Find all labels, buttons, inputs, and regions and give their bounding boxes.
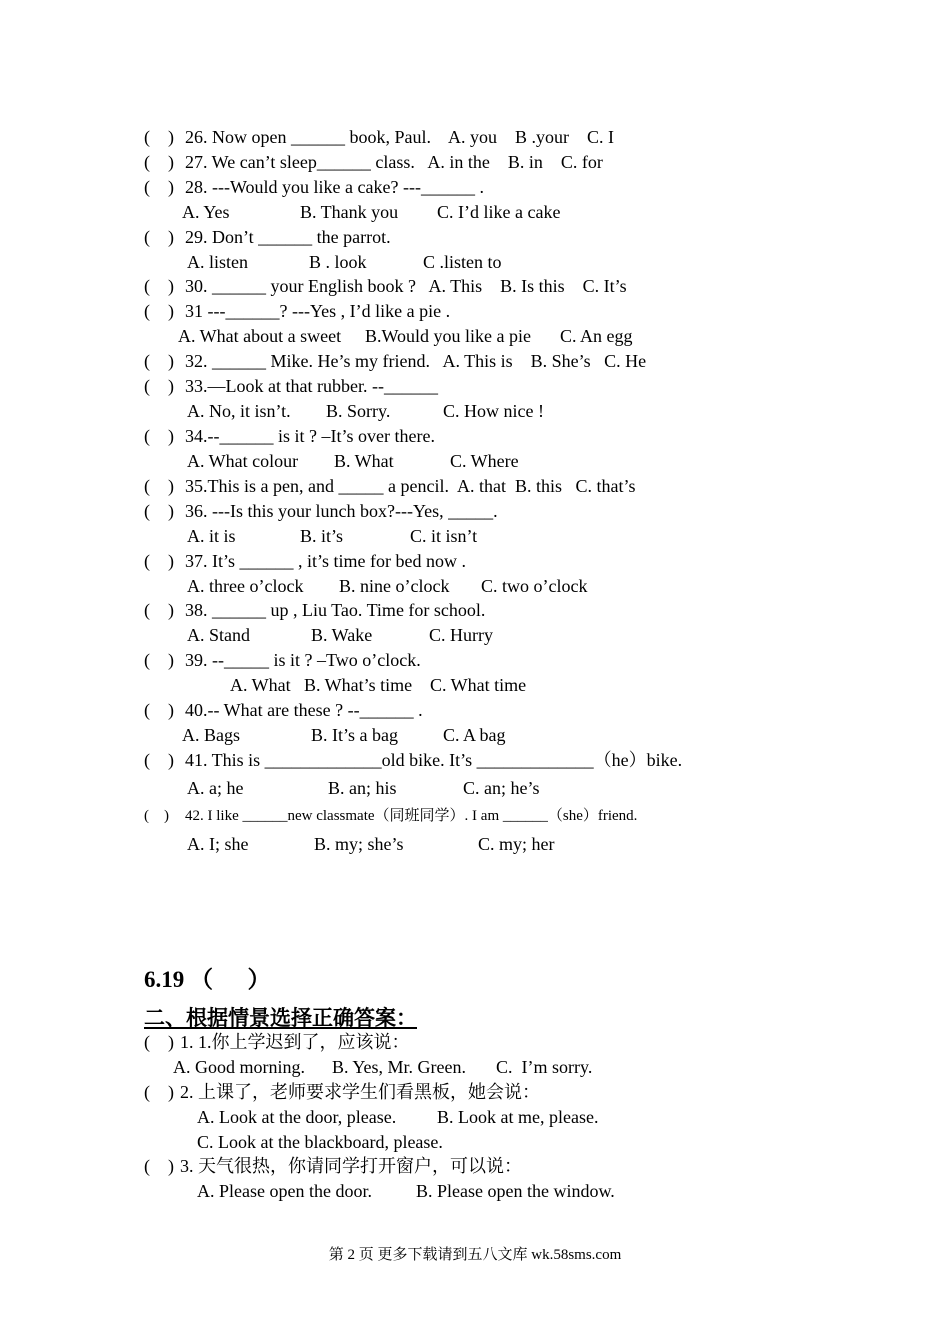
- answer-paren[interactable]: ( ): [144, 650, 174, 670]
- option-c: C .listen to: [423, 252, 502, 272]
- option-c: C. an; he’s: [463, 778, 540, 798]
- answer-paren[interactable]: ( ): [144, 808, 169, 824]
- question-text: 40.-- What are these ? --______ .: [185, 700, 423, 720]
- option-a: A. listen: [187, 252, 248, 272]
- option-b: B. Yes, Mr. Green.: [332, 1057, 467, 1077]
- question-text: 36. ---Is this your lunch box?---Yes, _____.: [185, 501, 498, 521]
- answer-paren[interactable]: ( ): [144, 1032, 174, 1052]
- option-b: B. Please open the window.: [416, 1181, 615, 1201]
- question-text: 35.This is a pen, and _____ a pencil. A. that B. this C. that’s: [185, 476, 636, 496]
- option-a: A. Look at the door, please.: [197, 1107, 397, 1127]
- answer-paren[interactable]: ( ): [144, 750, 174, 770]
- option-c: C. Look at the blackboard, please.: [197, 1132, 443, 1152]
- option-a: A. Yes: [182, 202, 230, 222]
- question-text: 28. ---Would you like a cake? ---______ .: [185, 177, 484, 197]
- option-a: A. What about a sweet: [178, 326, 342, 346]
- option-a: A. three o’clock: [187, 576, 304, 596]
- option-a: A. Bags: [182, 725, 240, 745]
- option-b: B. What: [334, 451, 394, 471]
- option-c: C. How nice !: [443, 401, 544, 421]
- answer-paren[interactable]: ( ): [144, 127, 174, 147]
- answer-paren[interactable]: ( ): [144, 501, 174, 521]
- answer-paren[interactable]: ( ): [144, 152, 174, 172]
- question-text: 2. 上课了，老师要求学生们看黑板，她会说：: [180, 1082, 540, 1102]
- option-b: B. an; his: [328, 778, 397, 798]
- question-text: 39. --_____ is it ? –Two o’clock.: [185, 650, 421, 670]
- option-a: A. Good morning.: [173, 1057, 305, 1077]
- answer-paren[interactable]: ( ): [144, 227, 174, 247]
- answer-paren[interactable]: ( ): [144, 376, 174, 396]
- option-c: C. it isn’t: [410, 526, 478, 546]
- question-text: 34.--______ is it ? –It’s over there.: [185, 426, 435, 446]
- option-c: C. I’m sorry.: [496, 1057, 593, 1077]
- question-text: 31 ---______? ---Yes , I’d like a pie .: [185, 301, 451, 321]
- option-c: C. I’d like a cake: [437, 202, 561, 222]
- option-a: A. Stand: [187, 625, 250, 645]
- answer-paren[interactable]: ( ): [144, 426, 174, 446]
- question-text: 26. Now open ______ book, Paul. A. you B .your C. I: [185, 127, 614, 147]
- option-b: B. What’s time: [304, 675, 413, 695]
- option-b: B. Look at me, please.: [437, 1107, 599, 1127]
- option-c: C. my; her: [478, 834, 555, 854]
- question-text: 1. 1.你上学迟到了，应该说：: [180, 1032, 410, 1052]
- option-c: C. A bag: [443, 725, 506, 745]
- section-title: 二、根据情景选择正确答案：: [144, 1006, 417, 1030]
- answer-paren[interactable]: ( ): [144, 551, 174, 571]
- answer-paren[interactable]: ( ): [144, 351, 174, 371]
- question-text: 27. We can’t sleep______ class. A. in the B. in C. for: [185, 152, 603, 172]
- option-a: A. I; she: [187, 834, 249, 854]
- option-a: A. a; he: [187, 778, 244, 798]
- answer-paren[interactable]: ( ): [144, 600, 174, 620]
- option-a: A. What colour: [187, 451, 299, 471]
- answer-paren[interactable]: ( ): [144, 276, 174, 296]
- question-text: 33.—Look at that rubber. --______: [185, 376, 438, 396]
- option-a: A. it is: [187, 526, 236, 546]
- option-b: B. it’s: [300, 526, 344, 546]
- option-c: C. An egg: [560, 326, 633, 346]
- option-b: B.Would you like a pie: [365, 326, 532, 346]
- question-text: 41. This is _____________old bike. It’s _____________（he）bike.: [185, 750, 683, 770]
- question-text: 42. I like ______new classmate（同班同学）. I am ______（she）friend.: [185, 808, 638, 824]
- option-b: B. It’s a bag: [311, 725, 398, 745]
- option-c: C. Hurry: [429, 625, 493, 645]
- answer-paren[interactable]: ( ): [144, 301, 174, 321]
- question-text: 32. ______ Mike. He’s my friend. A. This is B. She’s C. He: [185, 351, 647, 371]
- option-b: B. Thank you: [300, 202, 399, 222]
- option-b: B. Wake: [311, 625, 373, 645]
- answer-paren[interactable]: ( ): [144, 476, 174, 496]
- option-c: C. two o’clock: [481, 576, 588, 596]
- answer-paren[interactable]: ( ): [144, 700, 174, 720]
- option-a: A. Please open the door.: [197, 1181, 372, 1201]
- answer-paren[interactable]: ( ): [144, 177, 174, 197]
- question-text: 29. Don’t ______ the parrot.: [185, 227, 391, 247]
- option-b: B. Sorry.: [326, 401, 391, 421]
- option-a: A. No, it isn’t.: [187, 401, 291, 421]
- question-text: 30. ______ your English book ? A. This B. Is this C. It’s: [185, 276, 627, 296]
- option-b: B. my; she’s: [314, 834, 404, 854]
- option-b: B. nine o’clock: [339, 576, 450, 596]
- option-c: C. What time: [430, 675, 527, 695]
- answer-paren[interactable]: ( ): [144, 1082, 174, 1102]
- option-a: A. What: [230, 675, 291, 695]
- option-c: C. Where: [450, 451, 519, 471]
- answer-paren[interactable]: ( ): [144, 1156, 174, 1176]
- question-text: 37. It’s ______ , it’s time for bed now .: [185, 551, 466, 571]
- question-text: 3. 天气很热，你请同学打开窗户，可以说：: [180, 1156, 522, 1176]
- option-b: B . look: [309, 252, 367, 272]
- date-heading: 6.19 （ ）: [144, 967, 271, 992]
- page-footer: 第 2 页 更多下载请到五八文库 wk.58sms.com: [328, 1247, 622, 1263]
- question-text: 38. ______ up , Liu Tao. Time for school.: [185, 600, 486, 620]
